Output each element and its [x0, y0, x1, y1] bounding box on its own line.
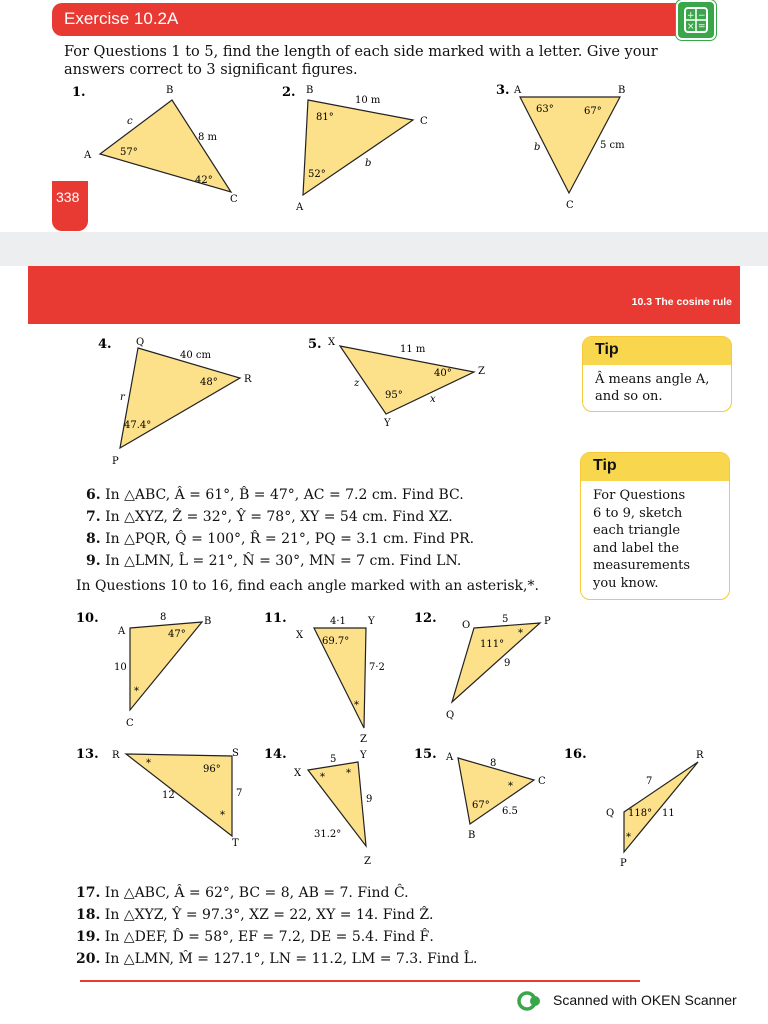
fig14-vertex-y: Y: [360, 750, 367, 761]
fig10-vertex-a: A: [118, 626, 126, 637]
fig4-vertex-r: R: [244, 374, 252, 385]
tip-2-line-1: For Questions: [593, 488, 686, 503]
fig16-side-top: 7: [646, 776, 653, 787]
section-title: 10.3 The cosine rule: [631, 296, 732, 308]
fig13-vertex-r: R: [112, 750, 120, 761]
fig15-angle: 67°: [472, 800, 490, 811]
instructions: [64, 43, 658, 79]
tip-2-line-2: 6 to 9, sketch: [593, 505, 683, 521]
fig15-vertex-b: B: [468, 830, 476, 841]
fig3-vertex-c: C: [566, 200, 574, 211]
fig5-side-label: 11 m: [400, 344, 426, 355]
fig11-vertex-x: X: [296, 630, 304, 641]
fig1-vertex-c: C: [230, 194, 238, 205]
fig14-number: 14.: [264, 747, 287, 762]
fig5-vertex-x: X: [328, 337, 336, 348]
fig4-angle-p: 47.4°: [124, 420, 152, 431]
fig3-vertex-a: A: [514, 85, 522, 96]
fig5-vertex-z: Z: [478, 366, 485, 377]
fig13-vertex-s: S: [232, 748, 239, 759]
fig2-side-b: b: [365, 158, 372, 169]
questions-6-9: [86, 484, 474, 572]
fig12-side-diag: 9: [504, 658, 511, 669]
fig2-angle-a: 52°: [308, 169, 326, 180]
page-break: [0, 232, 768, 266]
fig14-vertex-x: X: [294, 768, 302, 779]
fig3-angle-a: 63°: [536, 104, 554, 115]
fig12-vertex-o: O: [462, 620, 471, 631]
fig13-asterisk-2: *: [220, 810, 225, 821]
scanner-watermark: Scanned with OKEN Scanner: [553, 992, 737, 1008]
fig14-angle: 31.2°: [314, 829, 342, 840]
figures-13-16: [74, 742, 714, 872]
tip-1-line-1: Â means angle A,: [595, 372, 710, 387]
fig11-asterisk: *: [354, 700, 359, 711]
bottom-divider: [80, 980, 640, 982]
fig11-side-top: 4·1: [330, 616, 346, 627]
figures-1-3: [60, 80, 700, 220]
fig12-vertex-q: Q: [446, 710, 455, 721]
fig3-angle-b: 67°: [584, 106, 602, 117]
fig10-angle: 47°: [168, 629, 186, 640]
fig3-side-label: 5 cm: [600, 140, 625, 151]
fig14-asterisk-1: *: [320, 772, 325, 783]
fig1-angle-c: 42°: [195, 175, 213, 186]
fig16-number: 16.: [564, 747, 587, 762]
question-17: 17. In △ABC, Â = 62°, BC = 8, AB = 7. Find Ĉ.: [76, 885, 409, 901]
fig2-side-label: 10 m: [355, 95, 381, 106]
fig12-triangle: [452, 623, 540, 702]
fig4-side-label: 40 cm: [180, 350, 211, 361]
fig4-number: 4.: [98, 337, 112, 352]
fig16-vertex-q: Q: [606, 808, 615, 819]
fig3-vertex-b: B: [618, 85, 626, 96]
fig5-angle-y: 95°: [385, 390, 403, 401]
fig14-side-top: 5: [330, 754, 337, 765]
fig10-triangle: [130, 622, 202, 710]
fig16-vertex-p: P: [620, 858, 627, 869]
fig11-vertex-y: Y: [368, 616, 375, 627]
fig16-triangle: [624, 762, 698, 852]
fig11-side-right: 7·2: [369, 662, 385, 673]
fig2-vertex-b: B: [306, 85, 314, 96]
fig5-triangle: [340, 346, 474, 414]
fig10-number: 10.: [76, 611, 99, 626]
fig2-vertex-c: C: [420, 116, 428, 127]
fig13-angle: 96°: [203, 764, 221, 775]
exercise-title: Exercise 10.2A: [64, 9, 179, 28]
tip-2-title: Tip: [593, 457, 617, 474]
fig5-side-x: x: [430, 394, 436, 405]
fig10-vertex-b: B: [204, 616, 212, 627]
fig2-vertex-a: A: [296, 202, 304, 213]
fig10-asterisk: *: [134, 686, 139, 697]
svg-text:×: ×: [687, 22, 695, 32]
fig12-asterisk: *: [518, 628, 523, 639]
fig11-angle: 69.7°: [322, 636, 350, 647]
fig14-asterisk-2: *: [346, 768, 351, 779]
fig15-vertex-c: C: [538, 776, 546, 787]
questions-17-20: [76, 882, 477, 970]
fig1-number: 1.: [72, 85, 86, 100]
fig13-asterisk-1: *: [146, 758, 151, 769]
angles-intro: In Questions 10 to 16, find each angle marked with an asterisk,*.: [76, 578, 539, 594]
page-number: 338: [56, 189, 80, 205]
fig10-side-left: 10: [114, 662, 127, 673]
fig4-triangle: [120, 348, 240, 448]
fig3-side-b: b: [534, 142, 541, 153]
tip-2-line-4: and label the: [593, 540, 680, 556]
fig1-angle-a: 57°: [120, 147, 138, 158]
fig15-side-top: 8: [490, 758, 497, 769]
fig15-number: 15.: [414, 747, 437, 762]
question-19: 19. In △DEF, D̂ = 58°, EF = 7.2, DE = 5.4. Find F̂.: [76, 929, 434, 945]
fig12-number: 12.: [414, 611, 437, 626]
calculator-icon: [676, 0, 716, 40]
fig13-side-right: 7: [236, 788, 243, 799]
fig1-vertex-a: A: [84, 150, 92, 161]
tip-2-line-5: measurements: [593, 558, 691, 573]
fig5-angle-z: 40°: [434, 368, 452, 379]
fig2-angle-b: 81°: [316, 112, 334, 123]
tip-box-2: [580, 452, 730, 600]
fig11-number: 11.: [264, 611, 287, 626]
fig5-side-z: z: [354, 378, 360, 389]
fig12-side-top: 5: [502, 614, 509, 625]
fig1-vertex-b: B: [166, 85, 174, 96]
fig4-vertex-p: P: [112, 456, 119, 467]
question-6: 6. In △ABC, Â = 61°, B̂ = 47°, AC = 7.2 cm. Find BC.: [86, 487, 464, 503]
instructions-line-1: For Questions 1 to 5, find the length of each side marked with a letter. Give your: [64, 44, 658, 60]
fig4-vertex-q: Q: [136, 337, 145, 348]
fig16-vertex-r: R: [696, 750, 704, 761]
fig15-side-diag: 6.5: [502, 806, 518, 817]
fig13-vertex-t: T: [232, 838, 239, 849]
fig16-angle: 118°: [628, 808, 653, 819]
fig4-angle-r: 48°: [200, 377, 218, 388]
question-20: 20. In △LMN, M̂ = 127.1°, LN = 11.2, LM = 7.3. Find L̂.: [76, 951, 478, 967]
svg-text:−: −: [698, 11, 706, 21]
figures-10-12: [74, 606, 574, 746]
question-18: 18. In △XYZ, Ŷ = 97.3°, XZ = 22, XY = 14. Find Ẑ.: [76, 907, 434, 923]
fig13-number: 13.: [76, 747, 99, 762]
fig5-number: 5.: [308, 337, 322, 352]
fig10-vertex-c: C: [126, 718, 134, 729]
svg-text:=: =: [698, 22, 706, 32]
tip-2-line-3: each triangle: [593, 523, 681, 538]
fig10-side-top: 8: [160, 612, 167, 623]
fig15-asterisk: *: [508, 781, 513, 792]
fig1-side-c: c: [127, 116, 133, 127]
section-band: [28, 266, 740, 324]
tip-2-line-6: you know.: [593, 575, 659, 591]
scanner-logo-icon: [516, 990, 546, 1012]
fig14-vertex-z: Z: [364, 856, 371, 867]
fig4-side-r: r: [120, 392, 125, 403]
fig16-side-diag: 11: [662, 808, 675, 819]
fig2-number: 2.: [282, 85, 296, 100]
fig3-number: 3.: [496, 83, 510, 98]
fig15-vertex-a: A: [446, 752, 454, 763]
fig11-vertex-z: Z: [360, 734, 367, 745]
question-8: 8. In △PQR, Q̂ = 100°, R̂ = 21°, PQ = 3.1 cm. Find PR.: [86, 531, 475, 547]
tip-1-line-2: and so on.: [595, 389, 663, 404]
figures-4-5: [90, 332, 510, 472]
fig5-vertex-y: Y: [384, 418, 391, 429]
fig12-angle: 111°: [480, 639, 505, 650]
fig1-side-label: 8 m: [198, 132, 218, 143]
question-9: 9. In △LMN, L̂ = 21°, N̂ = 30°, MN = 7 cm. Find LN.: [86, 553, 462, 569]
fig12-vertex-p: P: [544, 616, 551, 627]
fig16-asterisk: *: [626, 832, 631, 843]
svg-text:+: +: [687, 11, 695, 21]
tip-box-1: [582, 336, 732, 412]
fig13-side-diag: 12: [162, 790, 175, 801]
exercise-header: [52, 3, 702, 36]
fig14-side-right: 9: [366, 794, 373, 805]
question-7: 7. In △XYZ, Ẑ = 32°, Ŷ = 78°, XY = 54 cm. Find XZ.: [86, 509, 453, 525]
tip-1-title: Tip: [595, 341, 619, 358]
instructions-line-2: answers correct to 3 significant figures.: [64, 62, 358, 78]
